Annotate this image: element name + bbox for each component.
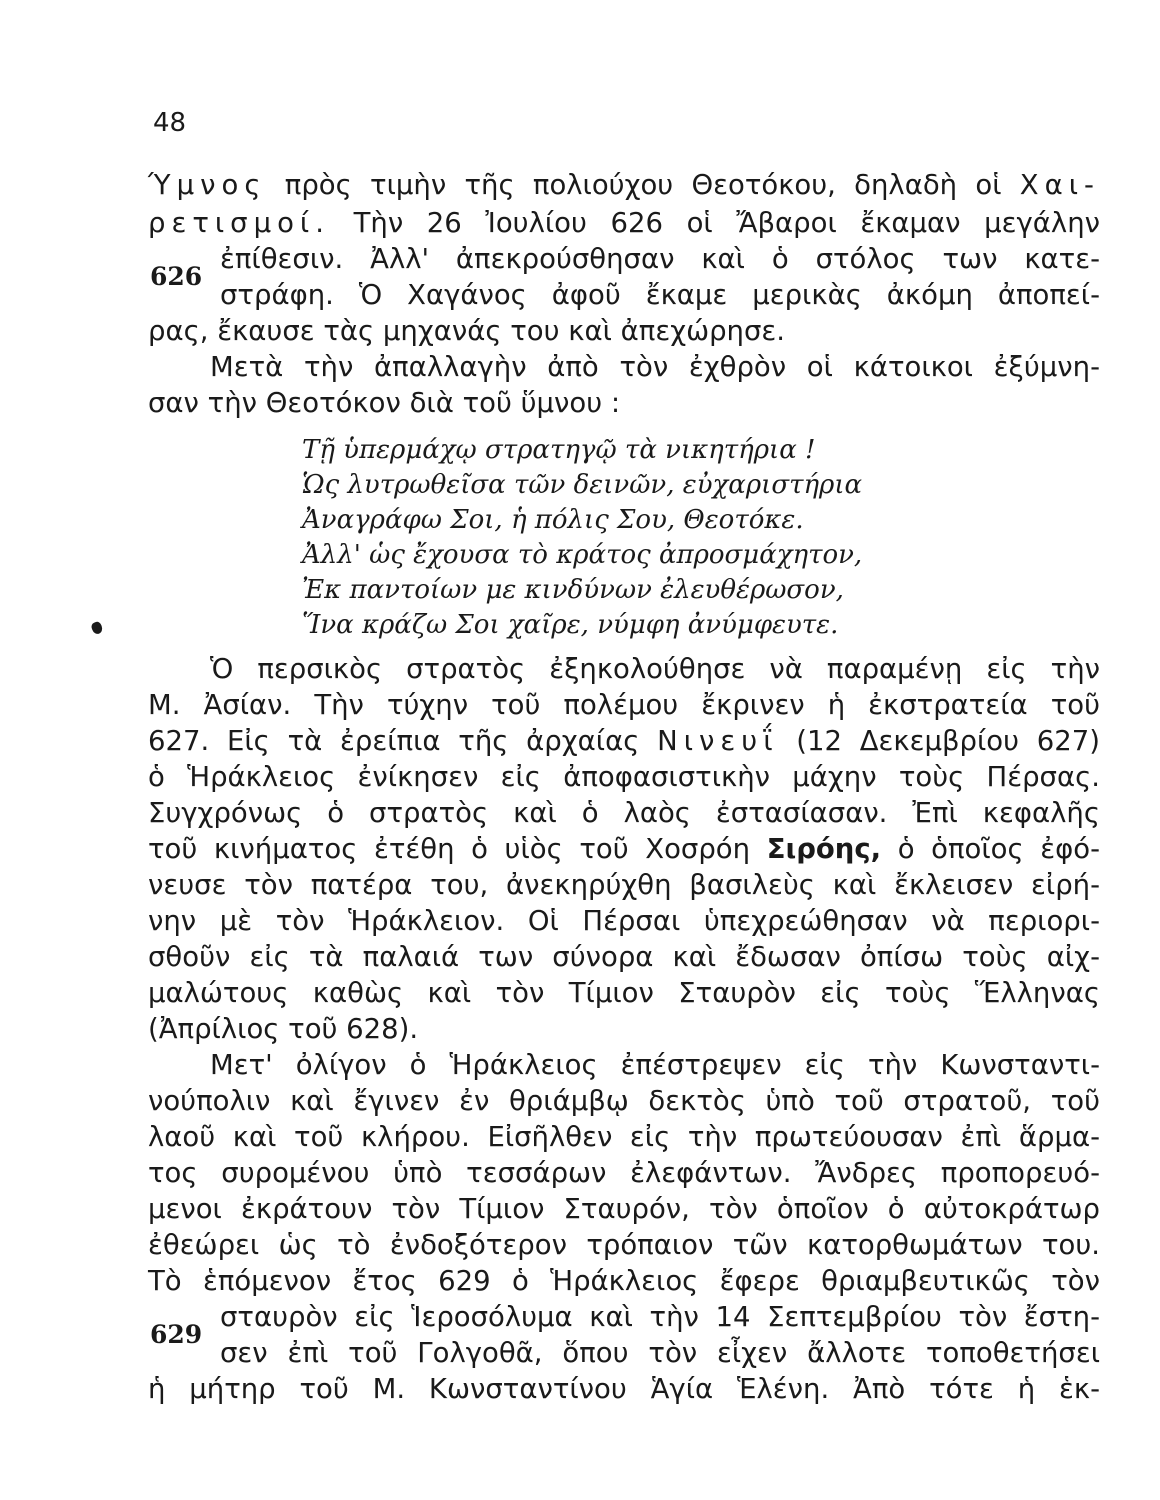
para3-line2: Μ. Ἀσίαν. Τὴν τύχην τοῦ πολέμου ἔκρινεν ἡ ἐκστρατεία τοῦ xyxy=(148,689,1100,721)
para4-line8: σταυρὸν εἰς Ἱεροσόλυμα καὶ τὴν 14 Σεπτεμβρίου τὸν ἔστη- xyxy=(220,1301,1100,1333)
place-nineui: Νινευΐ xyxy=(657,725,779,757)
para4-line2: νούπολιν καὶ ἔγινεν ἐν θριάμβῳ δεκτὸς ὑπὸ τοῦ στρατοῦ, τοῦ xyxy=(148,1085,1100,1117)
poem-line: Ἐκ παντοίων με κινδύνων ἐλευθέρωσον, xyxy=(302,575,844,605)
para4-line1: Μετ' ὀλίγον ὁ Ἡράκλειος ἐπέστρεψεν εἰς τὴν Κωνσταντι- xyxy=(210,1049,1100,1081)
para4-line9: σεν ἐπὶ τοῦ Γολγοθᾶ, ὅπου τὸν εἶχεν ἄλλοτε τοποθετήσει xyxy=(220,1337,1100,1369)
para2-line2: σαν τὴν Θεοτόκον διὰ τοῦ ὕμνου : xyxy=(148,387,621,419)
para4-line7: Τὸ ἑπόμενον ἔτος 629 ὁ Ἡράκλειος ἔφερε θριαμβευτικῶς τὸν xyxy=(148,1265,1100,1297)
name-siroes: Σιρόης, xyxy=(766,833,882,865)
para3-line11: (Ἀπρίλιος τοῦ 628). xyxy=(148,1013,419,1045)
para1-line5: ρας, ἔκαυσε τὰς μηχανάς του καὶ ἀπεχώρησε. xyxy=(148,315,786,347)
para4-line4: τος συρομένου ὑπὸ τεσσάρων ἐλεφάντων. Ἄνδρες προπορευό- xyxy=(148,1157,1100,1189)
ink-speck xyxy=(90,621,104,636)
poem-line: Τῇ ὑπερμάχῳ στρατηγῷ τὰ νικητήρια ! xyxy=(302,435,816,465)
para3-line4: ὁ Ἡράκλειος ἐνίκησεν εἰς ἀποφασιστικὴν μάχην τοὺς Πέρσας. xyxy=(148,761,1100,793)
para3-line5: Συγχρόνως ὁ στρατὸς καὶ ὁ λαὸς ἐστασίασαν. Ἐπὶ κεφαλῆς xyxy=(148,797,1100,829)
para1-line2: ρετισμοί. Τὴν 26 Ἰουλίου 626 οἱ Ἄβαροι ἔκαμαν μεγάλην xyxy=(148,207,1100,239)
page-number: 48 xyxy=(153,108,187,138)
para4-line3: λαοῦ καὶ τοῦ κλήρου. Εἰσῆλθεν εἰς τὴν πρωτεύουσαν ἐπὶ ἅρμα- xyxy=(148,1121,1100,1153)
para3-line6: τοῦ κινήματος ἐτέθη ὁ υἱὸς τοῦ Χοσρόη Σιρόης, ὁ ὁποῖος ἐφό- xyxy=(148,833,1100,865)
para4-line6: ἐθεώρει ὡς τὸ ἐνδοξότερον τρόπαιον τῶν κατορθωμάτων του. xyxy=(148,1229,1100,1261)
para4-line5: μενοι ἐκράτουν τὸν Τίμιον Σταυρόν, τὸν ὁποῖον ὁ αὐτοκράτωρ xyxy=(148,1193,1100,1225)
para3-line1: Ὁ περσικὸς στρατὸς ἐξηκολούθησε νὰ παραμένῃ εἰς τὴν xyxy=(210,653,1100,685)
para1-line1: Ύμνος πρὸς τιμὴν τῆς πολιούχου Θεοτόκου, δηλαδὴ οἱ Χαι- xyxy=(148,169,1100,201)
poem-line: Ὡς λυτρωθεῖσα τῶν δεινῶν, εὐχαριστήρια xyxy=(302,470,863,500)
poem-line: Ἵνα κράζω Σοι χαῖρε, νύμφη ἀνύμφευτε. xyxy=(302,610,839,640)
para3-line3: 627. Εἰς τὰ ἐρείπια τῆς ἀρχαίας Νινευΐ (12 Δεκεμβρίου 627) xyxy=(148,725,1101,757)
para3-line8: νην μὲ τὸν Ἡράκλειον. Οἱ Πέρσαι ὑπεχρεώθησαν νὰ περιορι- xyxy=(148,905,1100,937)
poem-line: Ἀλλ' ὡς ἔχουσα τὸ κράτος ἀπροσμάχητον, xyxy=(302,540,863,570)
para3-line9: σθοῦν εἰς τὰ παλαιά των σύνορα καὶ ἔδωσαν ὀπίσω τοὺς αἰχ- xyxy=(148,941,1100,973)
poem-line: Ἀναγράφω Σοι, ἡ πόλις Σου, Θεοτόκε. xyxy=(302,505,804,535)
para3-line7: νευσε τὸν πατέρα του, ἀνεκηρύχθη βασιλεὺς καὶ ἔκλεισεν εἰρή- xyxy=(148,869,1100,901)
para4-line10: ἡ μήτηρ τοῦ Μ. Κωνσταντίνου Ἁγία Ἑλένη. Ἀπὸ τότε ἡ ἑκ- xyxy=(148,1373,1100,1405)
margin-year-626: 626 xyxy=(150,262,203,291)
hymn-title: Ύμνος xyxy=(148,169,267,201)
para2-line1: Μετὰ τὴν ἀπαλλαγὴν ἀπὸ τὸν ἐχθρὸν οἱ κάτοικοι ἐξύμνη- xyxy=(210,351,1100,383)
para3-line10: μαλώτους καθὼς καὶ τὸν Τίμιον Σταυρὸν εἰς τοὺς Ἕλληνας xyxy=(148,977,1100,1009)
para1-line3: ἐπίθεσιν. Ἀλλ' ἀπεκρούσθησαν καὶ ὁ στόλος των κατε- xyxy=(220,243,1100,275)
margin-year-629: 629 xyxy=(150,1320,203,1349)
para1-line4: στράφη. Ὁ Χαγάνος ἀφοῦ ἔκαμε μερικὰς ἀκόμη ἀποπεί- xyxy=(220,279,1100,311)
